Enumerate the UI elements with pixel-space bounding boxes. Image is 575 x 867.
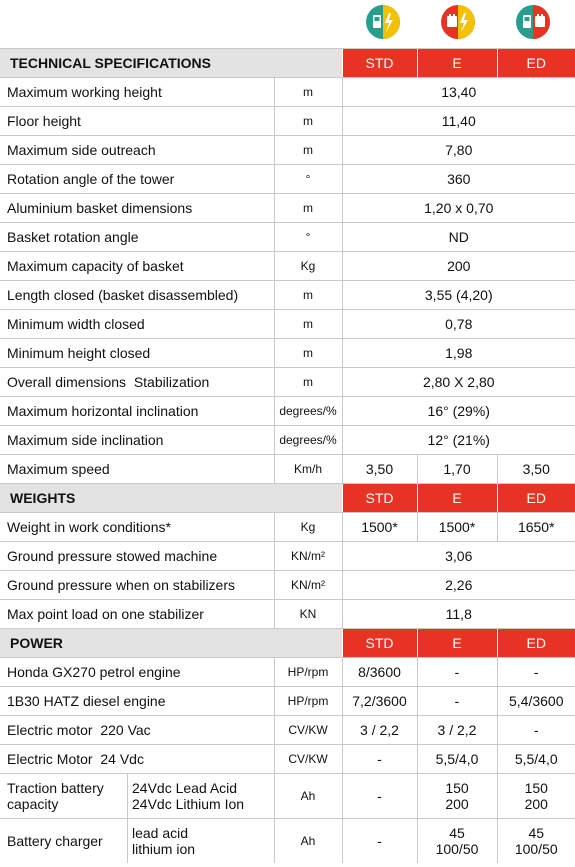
value-e: 1500* bbox=[417, 513, 497, 542]
row-label: Ground pressure when on stabilizers bbox=[0, 571, 274, 600]
row-value: 1,98 bbox=[342, 339, 575, 368]
row-label: Maximum horizontal inclination bbox=[0, 397, 274, 426]
row-unit: Ah bbox=[274, 774, 342, 819]
row-value: 1,20 x 0,70 bbox=[342, 194, 575, 223]
value-std: 3,50 bbox=[342, 455, 417, 484]
table-row bbox=[0, 194, 575, 223]
row-unit: m bbox=[274, 339, 342, 368]
row-label: Honda GX270 petrol engine bbox=[0, 658, 274, 687]
row-value: 360 bbox=[342, 165, 575, 194]
row-label: Floor height bbox=[0, 107, 274, 136]
row-label: Basket rotation angle bbox=[0, 223, 274, 252]
col-header-std: STD bbox=[342, 49, 417, 78]
row-label: 1B30 HATZ diesel engine bbox=[0, 687, 274, 716]
table-row bbox=[0, 78, 575, 107]
row-label: Maximum side outreach bbox=[0, 136, 274, 165]
section-header-power bbox=[0, 629, 575, 658]
table-row bbox=[0, 658, 575, 687]
col-header-std: STD bbox=[342, 629, 417, 658]
row-label: Maximum capacity of basket bbox=[0, 252, 274, 281]
charger-sub-label: lead acid lithium ion bbox=[127, 819, 274, 863]
row-label: Ground pressure stowed machine bbox=[0, 542, 274, 571]
row-unit: CV/KW bbox=[274, 716, 342, 745]
table-row bbox=[0, 513, 575, 542]
row-unit: m bbox=[274, 281, 342, 310]
value-e: - bbox=[417, 687, 497, 716]
table-row bbox=[0, 165, 575, 194]
value-ed: 5,5/4,0 bbox=[497, 745, 575, 774]
row-value: 0,78 bbox=[342, 310, 575, 339]
row-unit: Ah bbox=[274, 819, 342, 864]
value-e: 45 100/50 bbox=[417, 819, 497, 864]
col-header-ed: ED bbox=[497, 484, 575, 513]
diesel-electric-icon bbox=[515, 4, 551, 40]
table-row bbox=[0, 136, 575, 165]
section-title: POWER bbox=[0, 629, 342, 658]
row-value: ND bbox=[342, 223, 575, 252]
table-row bbox=[0, 339, 575, 368]
row-value: 11,40 bbox=[342, 107, 575, 136]
battery-label: Traction battery capacity bbox=[7, 780, 104, 812]
table-row bbox=[0, 107, 575, 136]
value-std: 7,2/3600 bbox=[342, 687, 417, 716]
row-label: Maximum working height bbox=[0, 78, 274, 107]
section-title: TECHNICAL SPECIFICATIONS bbox=[0, 49, 342, 78]
value-ed: 150 200 bbox=[497, 774, 575, 819]
row-unit: m bbox=[274, 107, 342, 136]
table-row-charger bbox=[0, 819, 575, 864]
row-label: Overall dimensions Stabilization bbox=[0, 368, 274, 397]
table-row bbox=[0, 687, 575, 716]
col-header-e: E bbox=[417, 629, 497, 658]
table-row-battery bbox=[0, 774, 575, 819]
row-value: 7,80 bbox=[342, 136, 575, 165]
row-label: Minimum width closed bbox=[0, 310, 274, 339]
value-e: 1,70 bbox=[417, 455, 497, 484]
table-row bbox=[0, 310, 575, 339]
row-label: Minimum height closed bbox=[0, 339, 274, 368]
col-header-e: E bbox=[417, 49, 497, 78]
row-value: 2,26 bbox=[342, 571, 575, 600]
row-unit: m bbox=[274, 136, 342, 165]
row-unit: KN/m² bbox=[274, 542, 342, 571]
table-row bbox=[0, 542, 575, 571]
row-unit: CV/KW bbox=[274, 745, 342, 774]
col-header-e: E bbox=[417, 484, 497, 513]
row-unit: m bbox=[274, 78, 342, 107]
row-unit: m bbox=[274, 310, 342, 339]
row-value: 2,80 X 2,80 bbox=[342, 368, 575, 397]
row-unit: Kg bbox=[274, 513, 342, 542]
row-value: 11,8 bbox=[342, 600, 575, 629]
row-label: Max point load on one stabilizer bbox=[0, 600, 274, 629]
row-label: Weight in work conditions* bbox=[0, 513, 274, 542]
spec-table bbox=[0, 48, 575, 863]
row-value: 12° (21%) bbox=[342, 426, 575, 455]
table-row bbox=[0, 745, 575, 774]
value-e: 150 200 bbox=[417, 774, 497, 819]
row-value: 13,40 bbox=[342, 78, 575, 107]
row-label: Maximum side inclination bbox=[0, 426, 274, 455]
row-unit: HP/rpm bbox=[274, 658, 342, 687]
col-header-ed: ED bbox=[497, 49, 575, 78]
row-unit: degrees/% bbox=[274, 426, 342, 455]
electric-battery-icon bbox=[440, 4, 476, 40]
section-header-weights bbox=[0, 484, 575, 513]
row-value: 200 bbox=[342, 252, 575, 281]
value-ed: 5,4/3600 bbox=[497, 687, 575, 716]
section-header-technical bbox=[0, 49, 575, 78]
icon-row bbox=[0, 0, 575, 48]
section-title: WEIGHTS bbox=[0, 484, 342, 513]
battery-sub-label: 24Vdc Lead Acid 24Vdc Lithium Ion bbox=[127, 774, 274, 818]
col-header-std: STD bbox=[342, 484, 417, 513]
table-row bbox=[0, 397, 575, 426]
value-e: - bbox=[417, 658, 497, 687]
table-row bbox=[0, 426, 575, 455]
value-ed: - bbox=[497, 658, 575, 687]
value-e: 3 / 2,2 bbox=[417, 716, 497, 745]
row-unit: Km/h bbox=[274, 455, 342, 484]
table-row bbox=[0, 571, 575, 600]
value-std: - bbox=[342, 774, 417, 819]
value-std: - bbox=[342, 745, 417, 774]
charger-label-cell bbox=[0, 819, 274, 864]
table-row bbox=[0, 600, 575, 629]
petrol-electric-icon bbox=[365, 4, 401, 40]
value-std: 1500* bbox=[342, 513, 417, 542]
row-unit: Kg bbox=[274, 252, 342, 281]
row-unit: degrees/% bbox=[274, 397, 342, 426]
battery-label-cell bbox=[0, 774, 274, 819]
value-ed: 3,50 bbox=[497, 455, 575, 484]
row-unit: HP/rpm bbox=[274, 687, 342, 716]
row-label: Electric motor 220 Vac bbox=[0, 716, 274, 745]
table-row bbox=[0, 368, 575, 397]
row-unit: KN/m² bbox=[274, 571, 342, 600]
charger-label: Battery charger bbox=[7, 833, 103, 849]
row-label: Maximum speed bbox=[0, 455, 274, 484]
row-unit: ° bbox=[274, 165, 342, 194]
table-row bbox=[0, 716, 575, 745]
row-unit: m bbox=[274, 194, 342, 223]
table-row bbox=[0, 252, 575, 281]
value-ed: 1650* bbox=[497, 513, 575, 542]
table-row bbox=[0, 223, 575, 252]
row-label: Electric Motor 24 Vdc bbox=[0, 745, 274, 774]
value-ed: - bbox=[497, 716, 575, 745]
value-std: 3 / 2,2 bbox=[342, 716, 417, 745]
value-ed: 45 100/50 bbox=[497, 819, 575, 864]
row-value: 16° (29%) bbox=[342, 397, 575, 426]
row-unit: KN bbox=[274, 600, 342, 629]
row-label: Aluminium basket dimensions bbox=[0, 194, 274, 223]
row-label: Length closed (basket disassembled) bbox=[0, 281, 274, 310]
value-e: 5,5/4,0 bbox=[417, 745, 497, 774]
value-std: - bbox=[342, 819, 417, 864]
row-value: 3,55 (4,20) bbox=[342, 281, 575, 310]
row-label: Rotation angle of the tower bbox=[0, 165, 274, 194]
row-value: 3,06 bbox=[342, 542, 575, 571]
col-header-ed: ED bbox=[497, 629, 575, 658]
table-row bbox=[0, 455, 575, 484]
row-unit: m bbox=[274, 368, 342, 397]
value-std: 8/3600 bbox=[342, 658, 417, 687]
row-unit: ° bbox=[274, 223, 342, 252]
table-row bbox=[0, 281, 575, 310]
